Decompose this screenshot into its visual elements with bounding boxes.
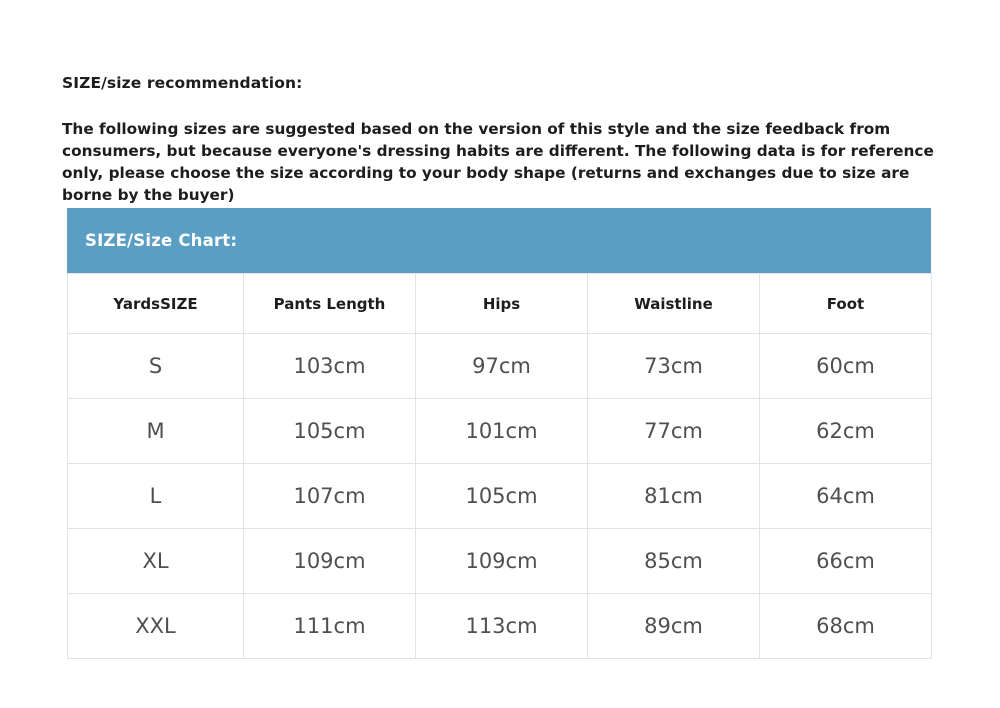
size-chart xyxy=(67,208,931,659)
cell-hips: 113cm xyxy=(416,594,588,659)
cell-waistline: 77cm xyxy=(588,399,760,464)
table-row xyxy=(68,464,932,529)
cell-hips: 109cm xyxy=(416,529,588,594)
column-header-hips: Hips xyxy=(416,274,588,334)
cell-foot: 68cm xyxy=(760,594,932,659)
cell-foot: 62cm xyxy=(760,399,932,464)
table-row xyxy=(68,529,932,594)
column-header-waistline: Waistline xyxy=(588,274,760,334)
size-table xyxy=(67,273,932,659)
cell-waistline: 89cm xyxy=(588,594,760,659)
table-row xyxy=(68,399,932,464)
cell-size: M xyxy=(68,399,244,464)
cell-size: L xyxy=(68,464,244,529)
cell-hips: 101cm xyxy=(416,399,588,464)
table-row xyxy=(68,594,932,659)
cell-waistline: 85cm xyxy=(588,529,760,594)
cell-foot: 60cm xyxy=(760,334,932,399)
cell-foot: 66cm xyxy=(760,529,932,594)
cell-hips: 105cm xyxy=(416,464,588,529)
cell-size: XL xyxy=(68,529,244,594)
cell-pants-length: 105cm xyxy=(244,399,416,464)
column-header-yardssize: YardsSIZE xyxy=(68,274,244,334)
table-row xyxy=(68,334,932,399)
table-header-row xyxy=(68,274,932,334)
cell-hips: 97cm xyxy=(416,334,588,399)
cell-pants-length: 103cm xyxy=(244,334,416,399)
size-chart-header xyxy=(67,208,931,273)
cell-pants-length: 111cm xyxy=(244,594,416,659)
cell-pants-length: 109cm xyxy=(244,529,416,594)
column-header-foot: Foot xyxy=(760,274,932,334)
cell-waistline: 73cm xyxy=(588,334,760,399)
cell-size: S xyxy=(68,334,244,399)
cell-pants-length: 107cm xyxy=(244,464,416,529)
cell-waistline: 81cm xyxy=(588,464,760,529)
cell-size: XXL xyxy=(68,594,244,659)
page-title: SIZE/size recommendation: xyxy=(62,74,303,92)
size-chart-title: SIZE/Size Chart: xyxy=(85,231,238,250)
column-header-pants-length: Pants Length xyxy=(244,274,416,334)
intro-paragraph: The following sizes are suggested based on the version of this style and the size feedback from consumers, but because everyone's dressing habits are different. The following data is for reference only, please choose the size according to your body shape (returns and exchanges due to size are borne by the buyer) xyxy=(62,120,934,204)
cell-foot: 64cm xyxy=(760,464,932,529)
